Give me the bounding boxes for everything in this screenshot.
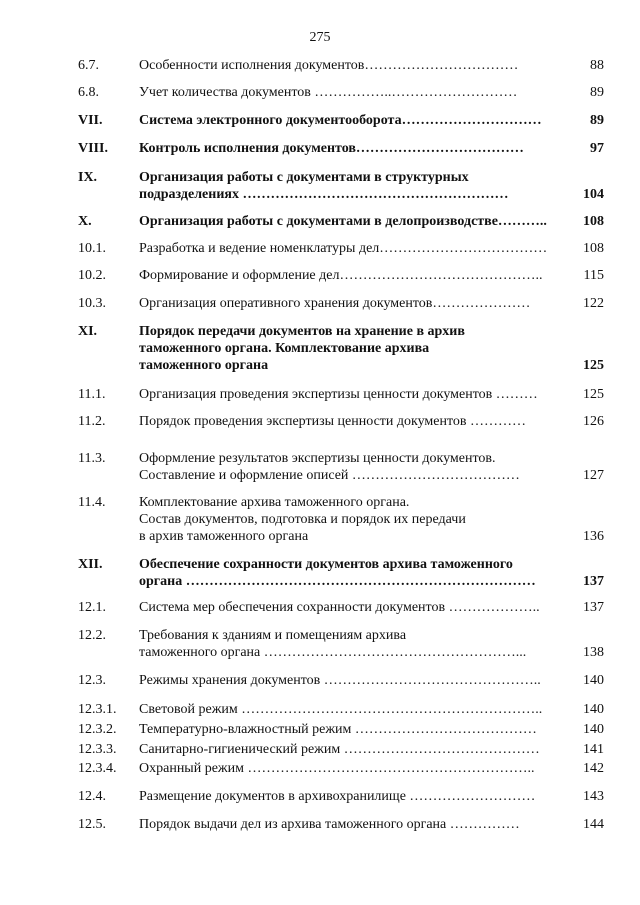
toc-entry-title — [139, 240, 577, 257]
toc-entry-title — [139, 112, 577, 129]
toc-entry-title — [139, 760, 577, 777]
toc-entry-title-line: Охранный режим …………………………………………………….. — [139, 761, 535, 776]
toc-entry-title — [139, 140, 577, 157]
toc-entry-number: IX. — [78, 170, 98, 185]
toc-entry-number: XI. — [78, 324, 98, 339]
toc-entry-number: 12.5. — [78, 817, 106, 832]
toc-entry-title-line: Порядок выдачи дел из архива таможенного органа …………… — [139, 817, 520, 832]
toc-entry-title-line: Особенности исполнения документов…………………………… — [139, 58, 519, 73]
toc-entry-title-line: Световой режим ……………………………………………………….. — [139, 702, 543, 717]
toc-entry-title — [139, 169, 577, 203]
toc-entry-number: 12.3.3. — [78, 742, 117, 757]
toc-entry-title-line: Порядок проведения экспертизы ценности документов ………… — [139, 414, 527, 429]
toc-entry-number: 12.2. — [78, 628, 106, 643]
toc-entry-number: X. — [78, 214, 92, 229]
toc-entry-title-line: Организация оперативного хранения документов………………… — [139, 296, 531, 311]
toc-entry-title — [139, 672, 577, 689]
toc-entry-title — [139, 323, 577, 374]
toc-entry-number: 11.4. — [78, 495, 106, 510]
toc-entry-title-line: таможенного органа. Комплектование архива — [139, 341, 430, 356]
toc-entry-title — [139, 295, 577, 312]
toc-entry-page: 127 — [583, 468, 604, 483]
toc-entry-title-line: Состав документов, подготовка и порядок их передачи — [139, 512, 466, 527]
toc-entry-page: 122 — [583, 296, 604, 311]
toc-entry-page: 140 — [583, 722, 604, 737]
toc-entry-number: 11.2. — [78, 414, 106, 429]
toc-entry-title — [139, 816, 577, 833]
toc-entry-title-line: Температурно-влажностный режим ………………………………… — [139, 722, 537, 737]
toc-entry-title-line: Организация работы с документами в структурных — [139, 170, 469, 185]
toc-entry-page: 143 — [583, 789, 604, 804]
toc-entry-number: 10.3. — [78, 296, 106, 311]
toc-entry-title — [139, 599, 577, 616]
toc-entry-number: 6.8. — [78, 85, 99, 100]
toc-entry-title-line: Размещение документов в архивохранилище ……………………… — [139, 789, 536, 804]
toc-entry-title-line: Разработка и ведение номенклатуры дел……………………………… — [139, 241, 548, 256]
toc-entry-title — [139, 213, 577, 230]
toc-entry-title-line: Составление и оформление описей ……………………………… — [139, 468, 520, 483]
toc-entry-title-line: Организация проведения экспертизы ценности документов ……… — [139, 387, 538, 402]
toc-entry-page: 89 — [590, 85, 604, 100]
toc-entry-title-line: Формирование и оформление дел…………………………………….. — [139, 268, 543, 283]
toc-entry-page: 140 — [583, 673, 604, 688]
toc-entry-page: 141 — [583, 742, 604, 757]
toc-entry-title-line: в архив таможенного органа — [139, 529, 309, 544]
toc-entry-title — [139, 788, 577, 805]
toc-entry-title-line: Организация работы с документами в делопроизводстве……….. — [139, 214, 547, 229]
page-number: 275 — [309, 30, 331, 45]
toc-entry-number: 12.3.2. — [78, 722, 117, 737]
toc-entry-title — [139, 413, 577, 430]
toc-entry-title — [139, 386, 577, 403]
toc-entry-number: 10.1. — [78, 241, 106, 256]
toc-entry-number: 11.1. — [78, 387, 106, 402]
toc-entry-page: 88 — [590, 58, 604, 73]
toc-entry-page: 108 — [583, 241, 604, 256]
toc-entry-title-line: подразделениях ………………………………………………… — [139, 187, 509, 202]
toc-entry-page: 138 — [583, 645, 604, 660]
toc-entry-number: 12.3. — [78, 673, 106, 688]
toc-entry-number: VIII. — [78, 141, 108, 156]
toc-entry-title — [139, 494, 577, 545]
toc-entry-title-line: Комплектование архива таможенного органа. — [139, 495, 410, 510]
toc-entry-title — [139, 267, 577, 284]
toc-entry-page: 137 — [583, 574, 604, 589]
toc-entry-page: 108 — [583, 214, 604, 229]
toc-entry-number: 11.3. — [78, 451, 106, 466]
toc-entry-title-line: таможенного органа ………………………………………………... — [139, 645, 527, 660]
toc-entry-title — [139, 57, 577, 74]
toc-entry-title-line: Система электронного документооборота………………………… — [139, 113, 542, 128]
toc-entry-number: XII. — [78, 557, 103, 572]
toc-entry-page: 104 — [583, 187, 604, 202]
toc-entry-page: 125 — [583, 387, 604, 402]
toc-entry-title-line: Обеспечение сохранности документов архива таможенного — [139, 557, 513, 572]
toc-entry-title — [139, 627, 577, 661]
toc-entry-title-line: органа ………………………………………………………………… — [139, 574, 536, 589]
toc-entry-page: 136 — [583, 529, 604, 544]
toc-entry-number: 12.1. — [78, 600, 106, 615]
toc-entry-number: 10.2. — [78, 268, 106, 283]
toc-entry-page: 89 — [590, 113, 604, 128]
toc-entry-title — [139, 450, 577, 484]
toc-entry-number: VII. — [78, 113, 103, 128]
toc-entry-title-line: Требования к зданиям и помещениям архива — [139, 628, 407, 643]
toc-entry-number: 12.3.1. — [78, 702, 117, 717]
toc-entry-title-line: Порядок передачи документов на хранение в архив — [139, 324, 465, 339]
toc-entry-title — [139, 721, 577, 738]
toc-entry-page: 125 — [583, 358, 604, 373]
toc-entry-title-line: Контроль исполнения документов……………………………… — [139, 141, 524, 156]
toc-entry-number: 12.3.4. — [78, 761, 117, 776]
toc-entry-number: 12.4. — [78, 789, 106, 804]
toc-entry-title-line: таможенного органа — [139, 358, 269, 373]
toc-entry-title-line: Система мер обеспечения сохранности документов ……………….. — [139, 600, 540, 615]
toc-entry-title — [139, 556, 577, 590]
toc-entry-title-line: Оформление результатов экспертизы ценности документов. — [139, 451, 496, 466]
toc-entry-page: 142 — [583, 761, 604, 776]
toc-entry-page: 97 — [590, 141, 604, 156]
toc-entry-title-line: Режимы хранения документов ……………………………………….. — [139, 673, 541, 688]
toc-entry-page: 140 — [583, 702, 604, 717]
toc-entry-title-line: Учет количества документов ……………..……………………… — [139, 85, 518, 100]
toc-entry-title — [139, 701, 577, 718]
toc-entry-page: 144 — [583, 817, 604, 832]
toc-entry-title — [139, 741, 577, 758]
toc-entry-page: 137 — [583, 600, 604, 615]
toc-entry-page: 126 — [583, 414, 604, 429]
toc-entry-page: 115 — [583, 268, 604, 283]
toc-entry-title-line: Санитарно-гигиенический режим …………………………………… — [139, 742, 540, 757]
toc-entry-title — [139, 84, 577, 101]
toc-entry-number: 6.7. — [78, 58, 99, 73]
